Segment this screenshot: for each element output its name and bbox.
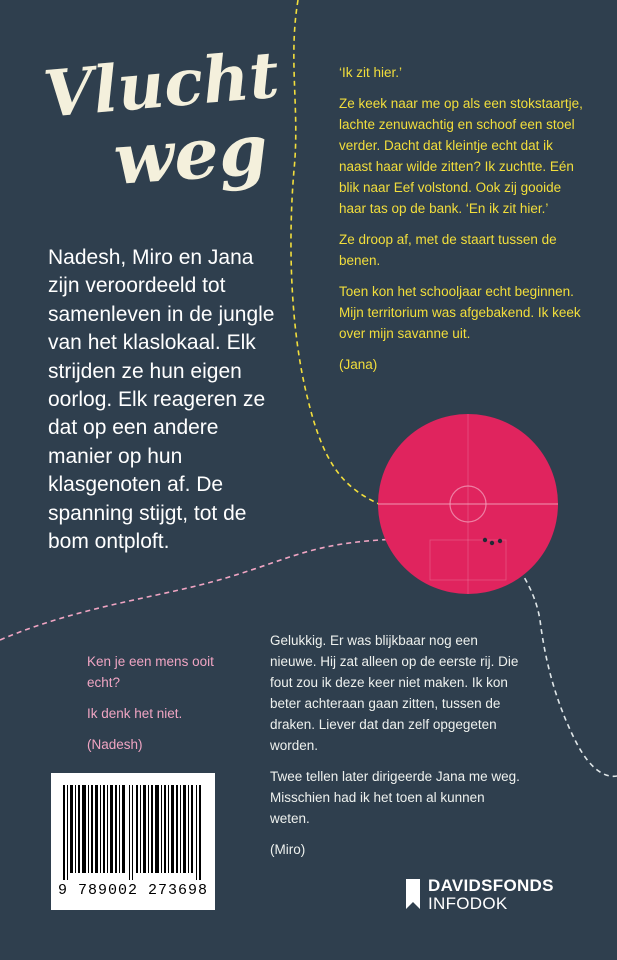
book-title-line-1: Vlucht	[40, 37, 282, 133]
nadesh-quote	[87, 651, 237, 765]
jana-quote	[339, 62, 585, 385]
jana-signature: (Jana)	[339, 357, 378, 372]
publisher-imprint: INFODOK	[428, 894, 508, 913]
book-title	[40, 37, 282, 201]
publisher-bookmark-icon	[404, 879, 422, 913]
blurb-text: Nadesh, Miro en Jana zijn veroordeeld tot samenleven in de jungle van het klaslokaal. Elk strijden ze hun eigen oorlog. Elk reageren ze dat op een andere manier op hun klasgenoten af. De spanning stijgt, tot de bom ontploft.	[48, 246, 275, 554]
barcode-bars	[63, 785, 203, 880]
nadesh-paragraph: Ik denk het niet.	[87, 706, 183, 721]
miro-paragraph: Twee tellen later dirigeerde Jana me weg. Misschien had ik het toen al kunnen weten.	[270, 769, 520, 826]
miro-quote	[270, 630, 525, 870]
jana-paragraph: Ze droop af, met de staart tussen de benen.	[339, 232, 557, 268]
barcode	[51, 773, 215, 910]
jana-paragraph: ‘Ik zit hier.’	[339, 65, 403, 80]
pink-ball-illustration	[378, 414, 558, 594]
nadesh-signature: (Nadesh)	[87, 737, 143, 752]
publisher-name: DAVIDSFONDS	[428, 876, 554, 895]
miro-paragraph: Gelukkig. Er was blijkbaar nog een nieuwe. Hij zat alleen op de eerste rij. Die fout zou ik deze keer niet maken. Ik kon beter achteraan gaan zitten, tussen de draken. Liever dat dan zelf opgegeten worden.	[270, 633, 519, 753]
nadesh-paragraph: Ken je een mens ooit echt?	[87, 654, 214, 690]
jana-paragraph: Toen kon het schooljaar echt beginnen. Mijn territorium was afgebakend. Ik keek over mijn savanne uit.	[339, 284, 581, 341]
isbn-number: 9 789002 273698	[57, 882, 209, 899]
jana-paragraph: Ze keek naar me op als een stokstaartje, lachte zenuwachtig en schoof een stoel verder. Dacht dat kleintje echt dat ik naast haar wilde zitten? Ik zuchtte. Eén blik naar Eef volstond. Ook zij gooide haar tas op de bank. ‘En ik zit hier.’	[339, 96, 583, 216]
miro-signature: (Miro)	[270, 842, 306, 857]
book-title-line-2: weg	[111, 107, 271, 201]
